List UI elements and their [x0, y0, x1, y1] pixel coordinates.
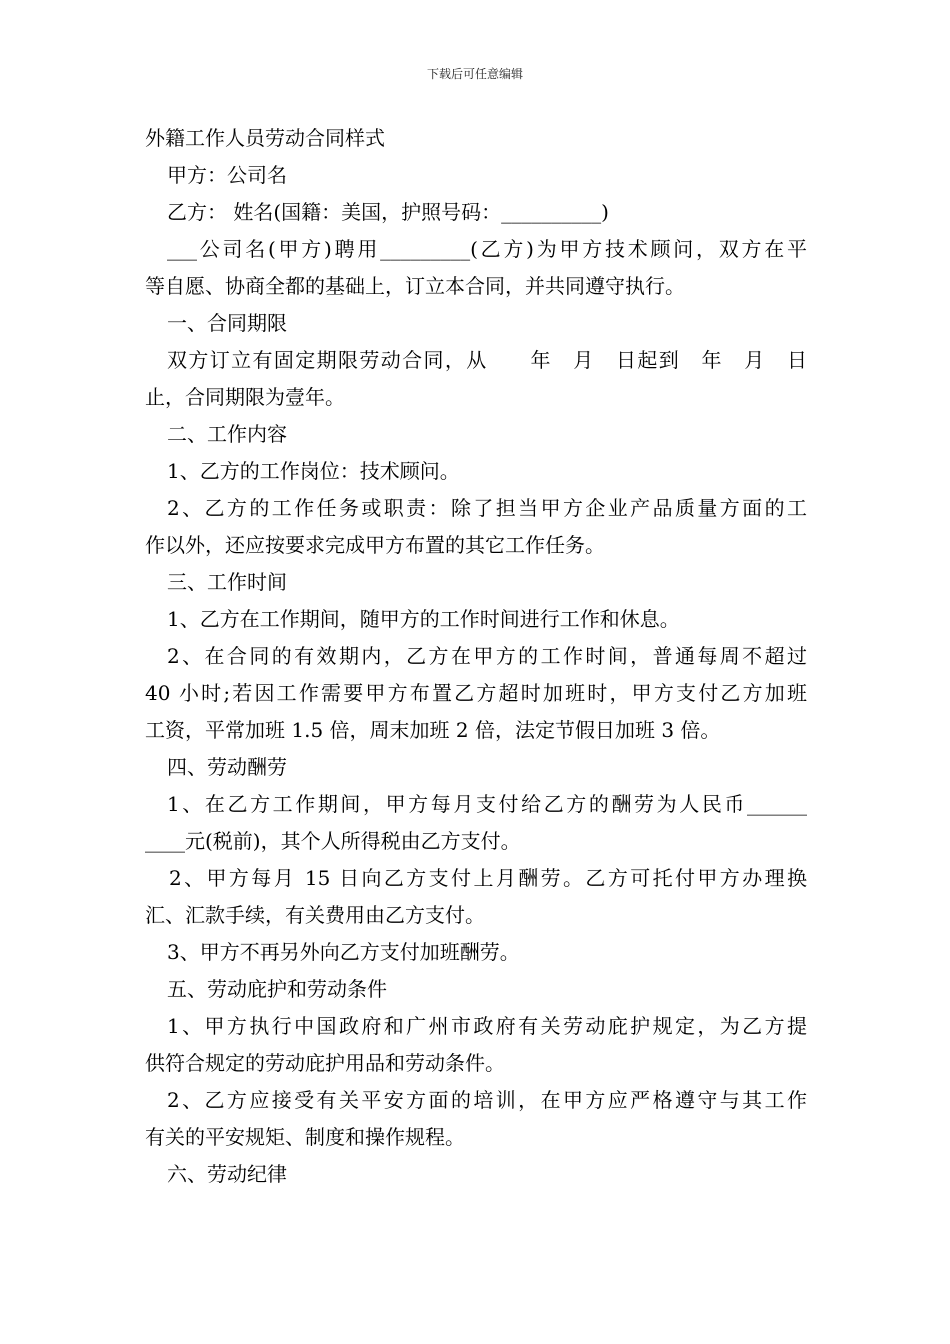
- contract-line: 乙方： 姓名(国籍：美国，护照号码：__________): [167, 200, 609, 224]
- contract-line: 二、工作内容: [167, 422, 287, 446]
- contract-line: 供符合规定的劳动庇护用品和劳动条件。: [145, 1051, 505, 1075]
- contract-line: 1、在乙方工作期间，甲方每月支付给乙方的酬劳为人民币______: [167, 792, 807, 816]
- contract-line: 40 小时;若因工作需要甲方布置乙方超时加班时，甲方支付乙方加班: [145, 681, 807, 705]
- contract-line: 止，合同期限为壹年。: [145, 385, 345, 409]
- contract-line: 有关的平安规矩、制度和操作规程。: [145, 1125, 465, 1149]
- contract-line: 3、甲方不再另外向乙方支付加班酬劳。: [167, 940, 520, 964]
- contract-line: 作以外，还应按要求完成甲方布置的其它工作任务。: [145, 533, 605, 557]
- contract-line: 等自愿、协商全都的基础上，订立本合同，并共同遵守执行。: [145, 274, 685, 298]
- contract-body: [145, 120, 807, 1193]
- contract-line: 工资，平常加班 1.5 倍，周末加班 2 倍，法定节假日加班 3 倍。: [145, 718, 721, 742]
- contract-line: 双方订立有固定期限劳动合同，从 年 月 日起到 年 月 日: [167, 348, 807, 372]
- contract-line: 一、合同期限: [167, 311, 287, 335]
- contract-line: 2、在合同的有效期内，乙方在甲方的工作时间，普通每周不超过: [167, 644, 807, 668]
- contract-line: 2、甲方每月 15 日向乙方支付上月酬劳。乙方可托付甲方办理换: [169, 866, 807, 890]
- page-header-note: 下载后可任意编辑: [426, 67, 523, 81]
- contract-line: 外籍工作人员劳动合同样式: [145, 126, 385, 150]
- contract-line: ___公司名(甲方)聘用_________(乙方)为甲方技术顾问，双方在平: [167, 237, 807, 261]
- contract-line: 1、乙方在工作期间，随甲方的工作时间进行工作和休息。: [167, 607, 680, 631]
- contract-line: 1、甲方执行中国政府和广州市政府有关劳动庇护规定，为乙方提: [167, 1014, 807, 1038]
- contract-line: 五、劳动庇护和劳动条件: [167, 977, 387, 1001]
- contract-line: 2、乙方的工作任务或职责：除了担当甲方企业产品质量方面的工: [167, 496, 807, 520]
- contract-line: 1、乙方的工作岗位：技术顾问。: [167, 459, 460, 483]
- contract-line: ____元(税前)，其个人所得税由乙方支付。: [145, 829, 521, 853]
- contract-line: 三、工作时间: [167, 570, 287, 594]
- contract-line: 四、劳动酬劳: [167, 755, 287, 779]
- contract-line: 甲方：公司名: [167, 163, 287, 187]
- contract-line: 六、劳动纪律: [167, 1162, 287, 1186]
- contract-line: 汇、汇款手续，有关费用由乙方支付。: [145, 903, 485, 927]
- contract-line: 2、乙方应接受有关平安方面的培训，在甲方应严格遵守与其工作: [167, 1088, 807, 1112]
